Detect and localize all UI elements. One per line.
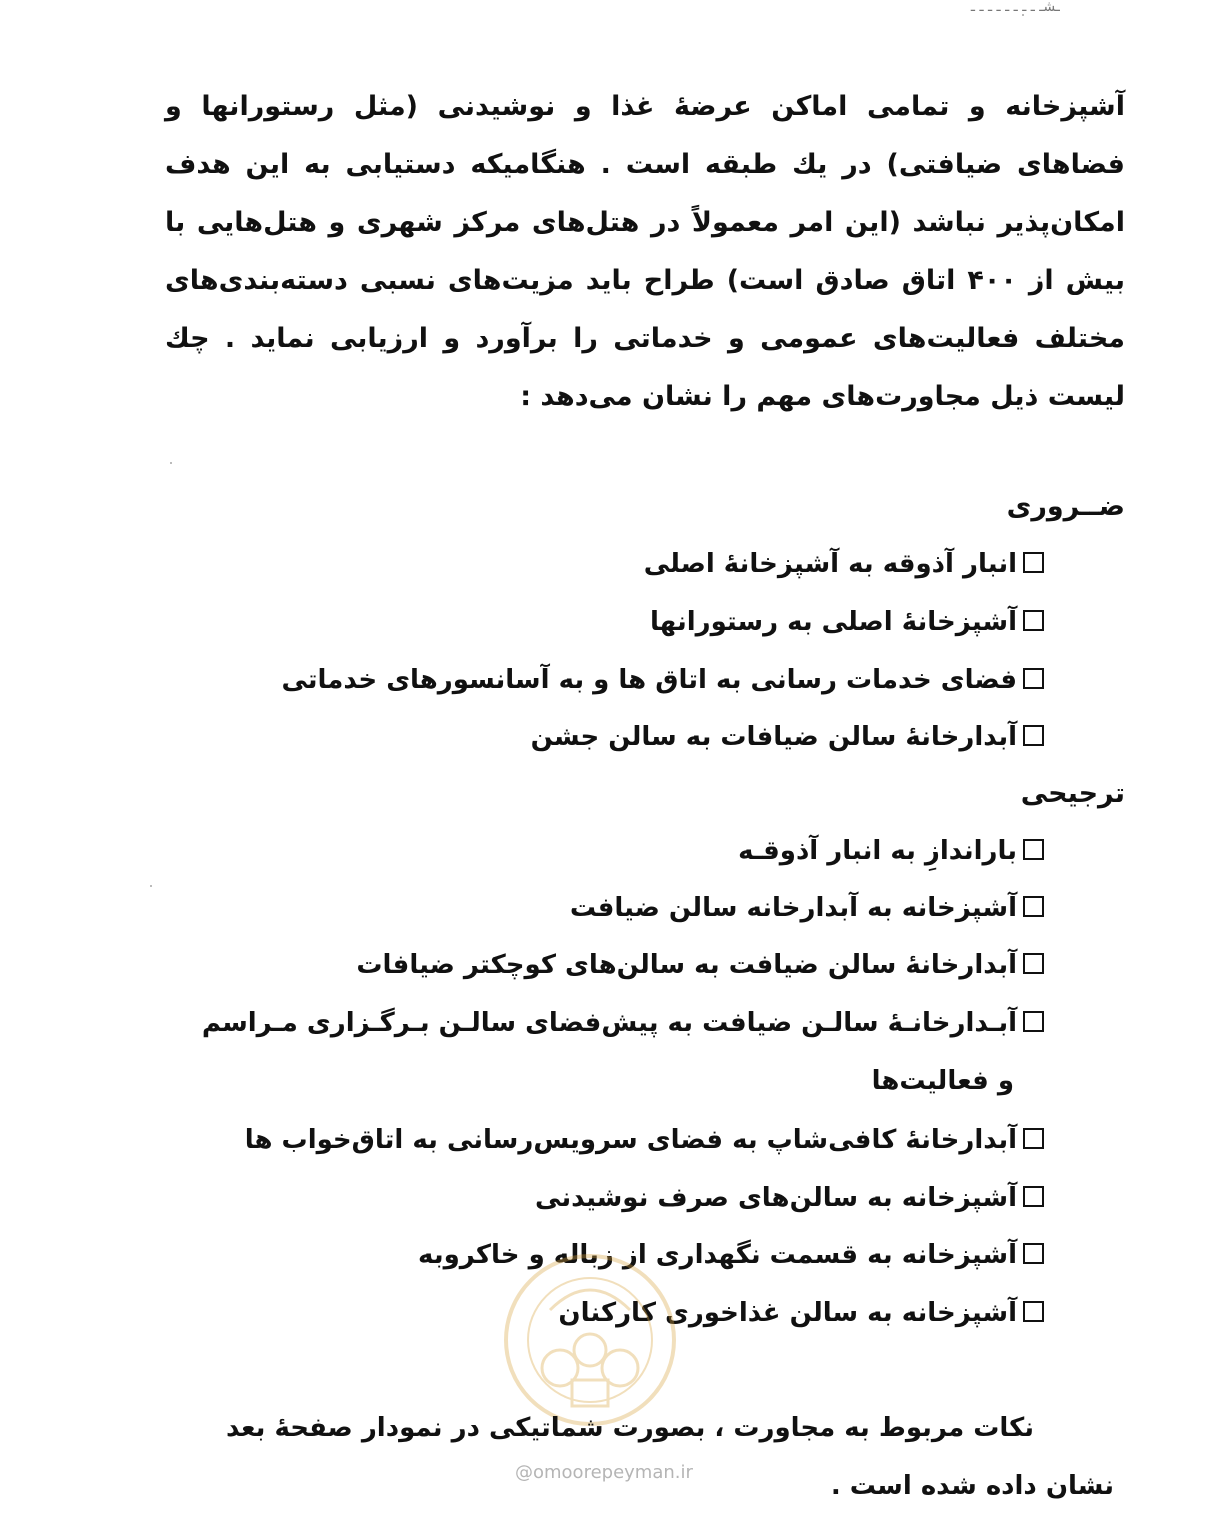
checklist-item: انبار آذوقه به آشپزخانهٔ اصلی — [644, 544, 1044, 584]
checklist-item: فضای خدمات رسانی به اتاق ها و به آسانسورهای خدماتی — [281, 660, 1044, 700]
checklist-item: آشپزخانهٔ اصلی به رستورانها — [650, 602, 1044, 642]
checkbox-icon — [1023, 552, 1044, 573]
preferred-heading: ترجیحی — [1020, 778, 1125, 809]
checkbox-icon — [1023, 839, 1044, 860]
checkbox-icon — [1023, 610, 1044, 631]
intro-paragraph: آشپزخانه و تمامی اماکن عرضهٔ غذا و نوشیدنی (مثل رستورانها و فضاهای ضیافتی) در یك طبقه است . هنگامیکه دستیابی به این هدف امکان‌پذیر نباشد (این امر معمولاً در هتل‌های مرکز شهری و هتل‌هایی با بیش از ۴۰۰ اتاق صادق است) طراح باید مزیت‌های نسبی دسته‌بندی‌های مختلف فعالیت‌های عمومی و خدماتی را برآورد و ارزیابی نماید . چك لیست ذیل مجاورت‌های مهم را نشان می‌دهد : — [165, 91, 1125, 412]
checklist-item: آشپزخانه به سالن‌های صرف نوشیدنی — [535, 1178, 1044, 1218]
watermark-seal-icon — [500, 1250, 680, 1430]
checklist-item: آشپزخانه به قسمت نگهداری از زباله و خاکروبه — [418, 1235, 1044, 1275]
checkbox-icon — [1023, 1186, 1044, 1207]
checkbox-icon — [1023, 725, 1044, 746]
checklist-item: آشپزخانه به آبدارخانه سالن ضیافت — [570, 888, 1044, 928]
cut-off-top-line: ـشـ ـ ـ ـ ـ ـ ـ ـ ـ — [970, 0, 1060, 14]
checkbox-icon — [1023, 668, 1044, 689]
checklist-item: آشپزخانه به سالن غذاخوری کارکنان — [558, 1293, 1044, 1333]
checkbox-icon — [1023, 953, 1044, 974]
footnote-line-1: نکات مربوط به مجاورت ، بصورت شماتیکی در نمودار صفحهٔ بعد — [225, 1413, 1034, 1443]
checkbox-icon — [1023, 1301, 1044, 1322]
scan-speck — [150, 885, 152, 887]
scan-speck — [170, 462, 172, 464]
checkbox-icon — [1023, 1243, 1044, 1264]
footnote-line-2: نشان داده شده است . — [830, 1471, 1114, 1501]
checklist-item: آبدارخانهٔ سالن ضیافت به سالن‌های کوچکتر ضیافات — [356, 945, 1044, 985]
checklist-item: آبدارخانهٔ سالن ضیافات به سالن جشن — [531, 717, 1044, 757]
checklist-item: آبدارخانهٔ کافی‌شاپ به فضای سرویس‌رسانی به اتاق‌خواب ها — [245, 1120, 1044, 1160]
checkbox-icon — [1023, 896, 1044, 917]
checkbox-icon — [1023, 1011, 1044, 1032]
scan-speck — [1022, 14, 1024, 16]
checkbox-icon — [1023, 1128, 1044, 1149]
essential-heading: ضــروری — [1006, 491, 1125, 522]
checklist-item-continuation: و فعالیت‌ها — [871, 1066, 1014, 1096]
checklist-item: باراندازِ به انبار آذوقـه — [738, 831, 1044, 871]
watermark-url: @omoorepeyman.ir — [515, 1462, 693, 1483]
checklist-item: آبـدارخانـهٔ سالـن ضیافت به پیش‌فضای سالـن بـرگـزاری مـراسم — [202, 1003, 1044, 1043]
